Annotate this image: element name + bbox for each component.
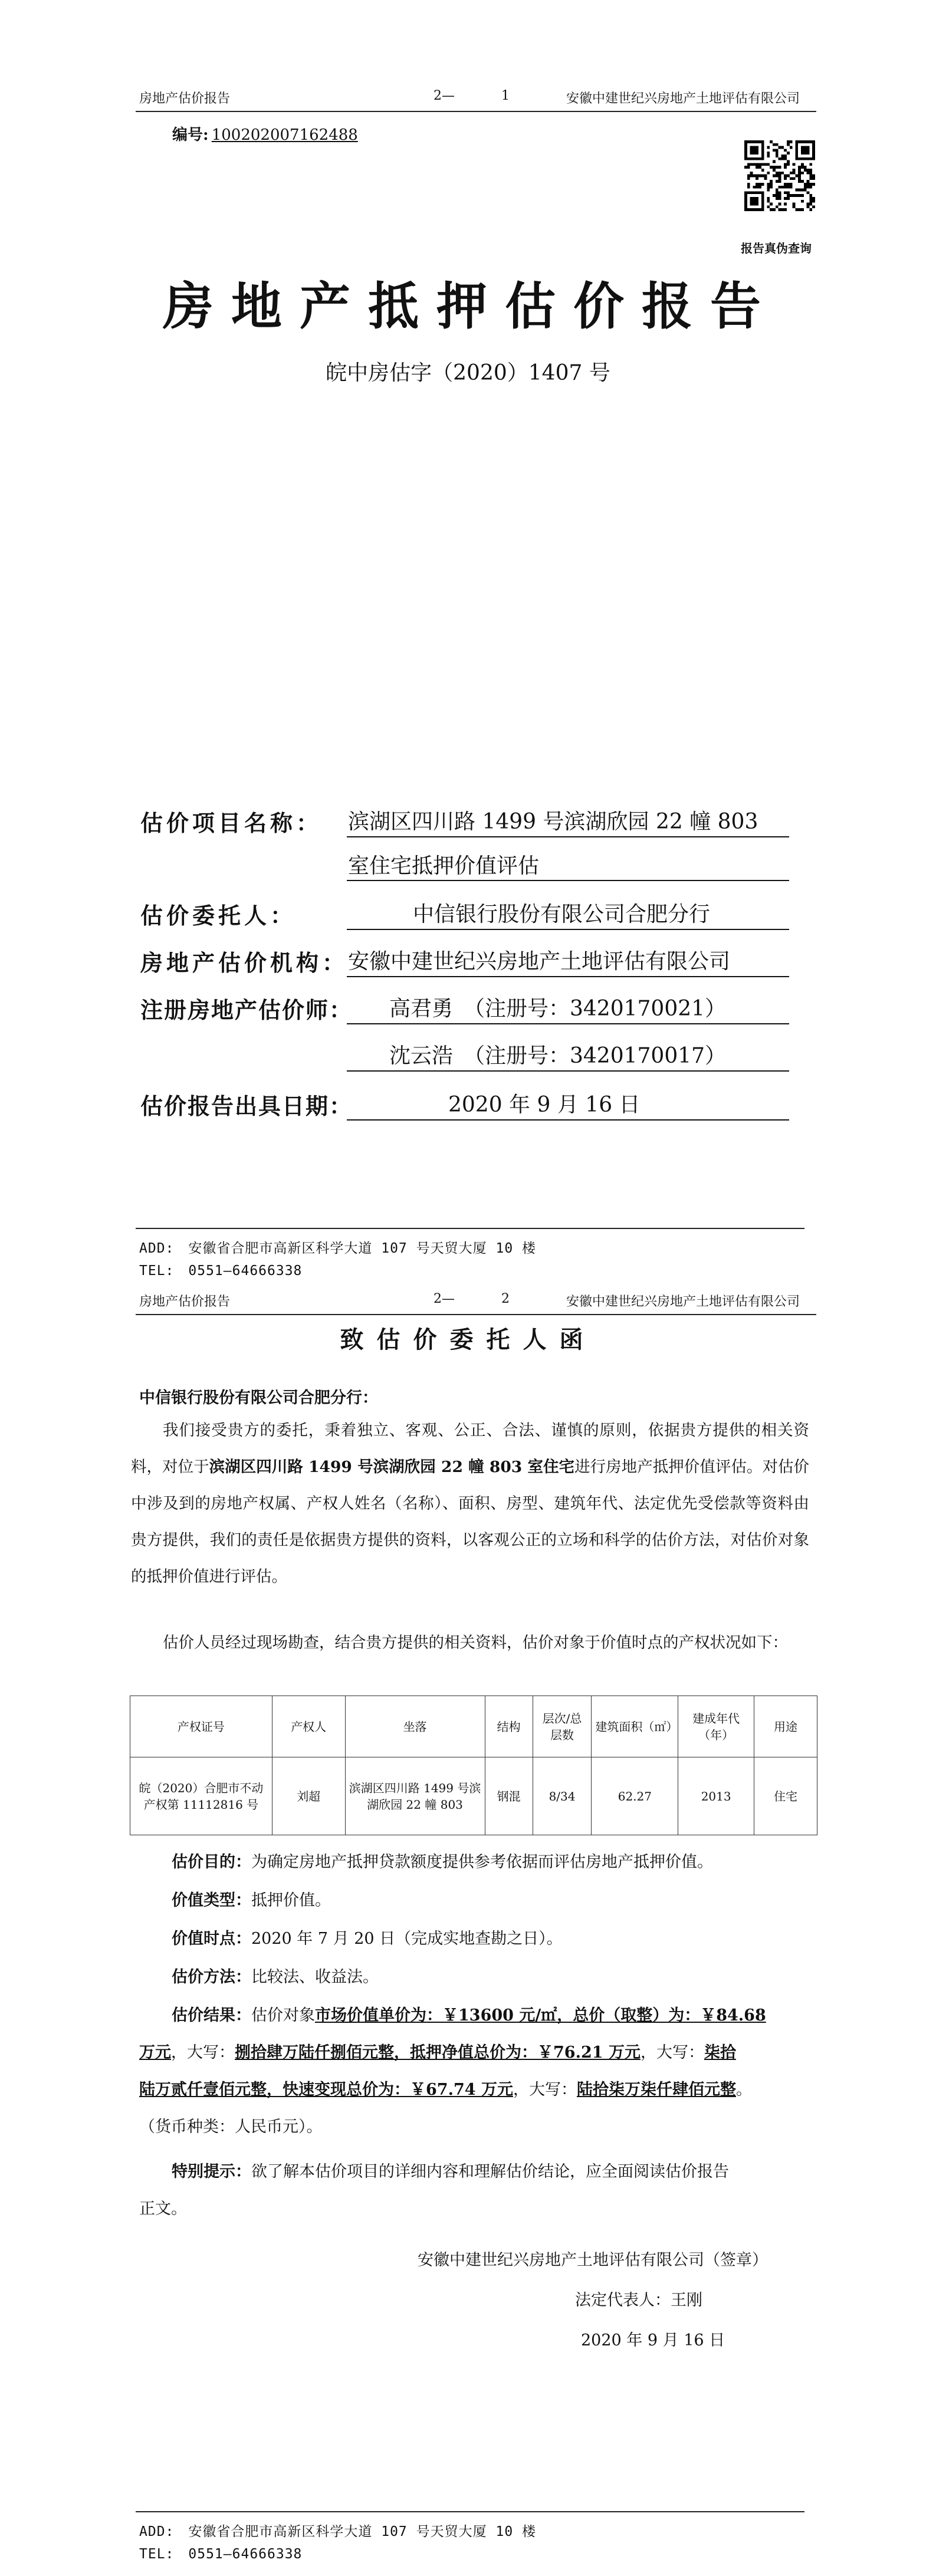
- table-header-cell: 结构: [485, 1696, 533, 1757]
- value-date-value: 2020 年 7 月 20 日（完成实地查勘之日）。: [251, 1930, 563, 1948]
- notice-label: 特别提示：: [172, 2163, 251, 2181]
- document-number: 皖中房估字（2020）1407 号: [326, 361, 610, 385]
- result-unit: 万元: [139, 2043, 171, 2062]
- result-amount-words: 陆万贰仟壹佰元整: [139, 2081, 267, 2099]
- table-header-cell: 层次/总层数: [533, 1696, 592, 1757]
- page-number-prefix: 2—: [433, 1292, 455, 1306]
- footer-rule: [136, 1228, 804, 1229]
- footer-address: ADD: 安徽省合肥市高新区科学大道 107 号天贸大厦 10 楼: [139, 1241, 537, 1256]
- table-cell: 2013: [678, 1757, 754, 1835]
- footer-address: ADD: 安徽省合肥市高新区科学大道 107 号天贸大厦 10 楼: [139, 2524, 537, 2539]
- table-row: [130, 1757, 817, 1835]
- table-header-cell: 用途: [754, 1696, 817, 1757]
- purpose-label: 估价目的：: [172, 1853, 251, 1871]
- table-header-cell: 建筑面积（㎡）: [592, 1696, 678, 1757]
- table-cell: 滨湖区四川路 1499 号滨湖欣园 22 幢 803: [345, 1757, 485, 1835]
- sign-date: 2020 年 9 月 16 日: [581, 2331, 725, 2350]
- footer-tel: TEL: 0551—64666338: [139, 2547, 303, 2562]
- underline: [347, 1070, 789, 1072]
- method-label: 估价方法：: [172, 1968, 251, 1986]
- qr-code[interactable]: [744, 140, 815, 211]
- currency-note: （货币种类：人民币元）。: [139, 2118, 323, 2136]
- report-date-label: 估价报告出具日期：: [140, 1093, 353, 1119]
- page-number: 1: [501, 88, 510, 103]
- footer-tel: TEL: 0551—64666338: [139, 1263, 303, 1279]
- table-header-cell: 产权人: [272, 1696, 345, 1757]
- page-header-right: 安徽中建世纪兴房地产土地评估有限公司: [566, 1294, 800, 1309]
- report-date-value: 2020 年 9 月 16 日: [448, 1093, 641, 1117]
- result-amount-words: 捌拾肆万陆仟捌佰元整: [235, 2043, 394, 2062]
- table-cell: 62.27: [592, 1757, 678, 1835]
- appraiser-1: 高君勇 （注册号：3420170021）: [389, 997, 727, 1021]
- property-address: 滨湖区四川路 1499 号滨湖欣园 22 幢 803 室住宅: [209, 1458, 575, 1476]
- result-amount-words: 陆拾柒万柒仟肆佰元整: [576, 2081, 736, 2099]
- result-market-value: 市场价值单价为：￥13600 元/㎡，总价（取整）为：￥84.68: [315, 2006, 766, 2025]
- paragraph-text: 我们接受贵方的委托，秉着独立、客观、公正、合法、谨慎的原则，依据贵方提供的相关资料，对位于: [131, 1421, 809, 1476]
- paragraph-2: 估价人员经过现场勘查，结合贵方提供的相关资料，估价对象于价值时点的产权状况如下：: [163, 1634, 788, 1652]
- value-type-label: 价值类型：: [172, 1891, 251, 1910]
- project-name-label: 估价项目名称：: [140, 810, 323, 836]
- client-label: 估价委托人：: [140, 902, 297, 929]
- addressee: 中信银行股份有限公司合肥分行：: [139, 1389, 378, 1407]
- qr-caption: 报告真伪查询: [741, 241, 812, 255]
- table-cell: 刘超: [272, 1757, 345, 1835]
- letter-title: 致估价委托人函: [340, 1326, 596, 1353]
- table-header-row: [130, 1696, 817, 1757]
- report-title: 房地产抵押估价报告: [163, 277, 779, 336]
- paragraph-text: 进行房地产抵押价值评估。对估价中涉及到的房地产权属、产权人姓名（名称）、面积、房型、建筑年代、法定优先受偿款等资料由贵方提供，我们的责任是依据贵方提供的资料，以客观公正的立场和科学的估价方法，对估价对象的抵押价值进行评估。: [131, 1458, 810, 1586]
- property-table: [130, 1696, 817, 1835]
- underline: [347, 976, 789, 977]
- serial-number-row: [172, 123, 358, 144]
- page-number-prefix: 2—: [433, 88, 455, 103]
- notice-row: [172, 2158, 729, 2181]
- notice-row-2: 正文。: [139, 2200, 187, 2218]
- agency-value: 安徽中建世纪兴房地产土地评估有限公司: [348, 949, 731, 974]
- page-header-right: 安徽中建世纪兴房地产土地评估有限公司: [566, 91, 800, 106]
- method-row: [172, 1964, 379, 1987]
- result-label: 估价结果：: [172, 2006, 251, 2025]
- company-signature: 安徽中建世纪兴房地产土地评估有限公司（签章）: [418, 2251, 768, 2269]
- underline: [347, 1119, 789, 1121]
- serial-number-label: 编号:: [172, 126, 209, 144]
- purpose-value: 为确定房地产抵押贷款额度提供参考依据而评估房地产抵押价值。: [251, 1853, 713, 1871]
- result-line-2: [139, 2039, 736, 2062]
- table-cell: 钢混: [485, 1757, 533, 1835]
- client-value: 中信银行股份有限公司合肥分行: [413, 902, 711, 926]
- appraiser-label: 注册房地产估价师：: [140, 997, 353, 1023]
- underline: [347, 1023, 789, 1024]
- page-header-left: 房地产估价报告: [139, 91, 231, 106]
- value-date-label: 价值时点：: [172, 1930, 251, 1948]
- table-header-cell: 产权证号: [130, 1696, 272, 1757]
- header-rule: [136, 1314, 816, 1315]
- result-line-1: [172, 2002, 766, 2025]
- table-header-cell: 坐落: [345, 1696, 485, 1757]
- appraiser-2: 沈云浩 （注册号：3420170017）: [389, 1044, 727, 1068]
- header-rule: [136, 111, 816, 112]
- paragraph-1: [131, 1412, 809, 1595]
- result-text: ，大写：: [513, 2081, 577, 2099]
- result-quick-sale-value: ，快速变现总价为：￥67.74 万元: [267, 2081, 513, 2099]
- footer-rule: [136, 2511, 804, 2512]
- notice-value: 欲了解本估价项目的详细内容和理解估价结论，应全面阅读估价报告: [251, 2163, 729, 2181]
- underline: [347, 880, 789, 881]
- value-date-row: [172, 1926, 563, 1949]
- result-line-3: [139, 2076, 752, 2099]
- result-text: ，大写：: [171, 2043, 235, 2062]
- underline: [347, 929, 789, 930]
- result-text: ，大写：: [640, 2043, 704, 2062]
- purpose-row: [172, 1849, 713, 1872]
- serial-number-value: 100202007162488: [211, 126, 358, 144]
- table-cell: 住宅: [754, 1757, 817, 1835]
- page-header-left: 房地产估价报告: [139, 1294, 231, 1309]
- value-type-value: 抵押价值。: [251, 1891, 331, 1910]
- table-cell: 8/34: [533, 1757, 592, 1835]
- agency-label: 房地产估价机构：: [140, 949, 349, 976]
- result-mortgage-value: ，抵押净值总价为：￥76.21 万元: [394, 2043, 641, 2062]
- legal-representative: 法定代表人：王刚: [575, 2291, 702, 2309]
- page-number: 2: [501, 1292, 510, 1306]
- table-cell: 皖（2020）合肥市不动产权第 11112816 号: [130, 1757, 272, 1835]
- underline: [347, 836, 789, 837]
- project-name-line2: 室住宅抵押价值评估: [348, 854, 540, 878]
- table-header-cell: 建成年代（年）: [678, 1696, 754, 1757]
- method-value: 比较法、收益法。: [251, 1968, 379, 1986]
- result-amount-words: 柒拾: [704, 2043, 736, 2062]
- project-name-line1: 滨湖区四川路 1499 号滨湖欣园 22 幢 803: [348, 810, 758, 834]
- result-text: 估价对象: [251, 2006, 315, 2025]
- result-text: 。: [735, 2081, 752, 2099]
- value-type-row: [172, 1887, 331, 1910]
